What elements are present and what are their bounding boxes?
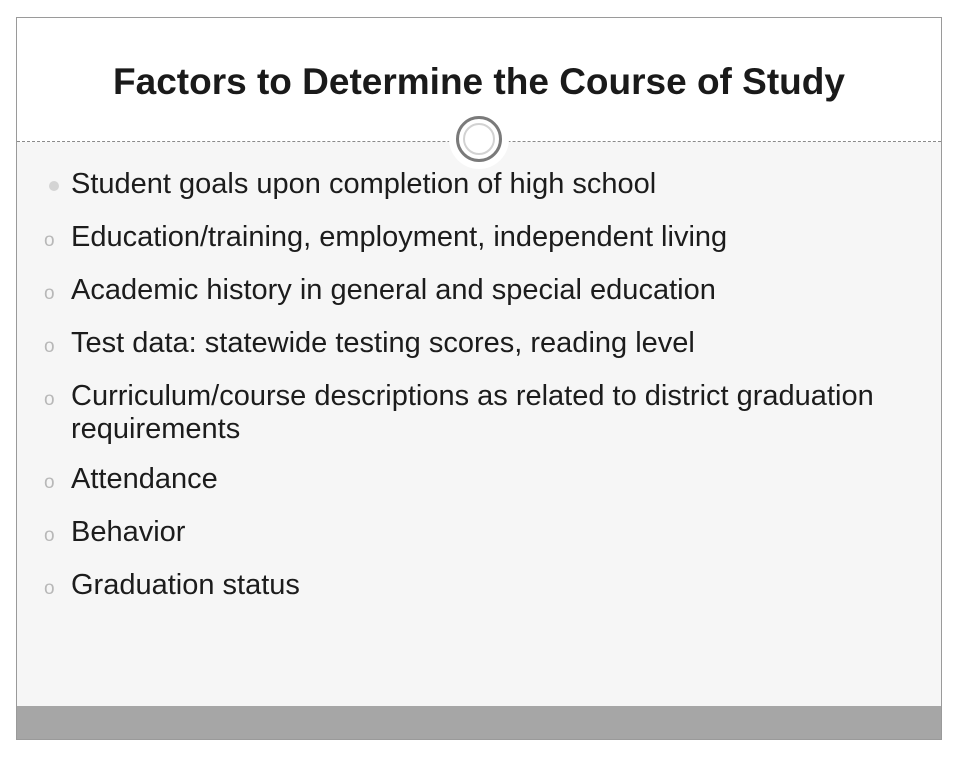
circle-ornament-icon — [449, 109, 509, 169]
bullet-text: Test data: statewide testing scores, reading level — [71, 327, 695, 359]
bullet-item-academic-history — [17, 274, 941, 307]
bullet-text: Attendance — [71, 463, 218, 495]
bullet-circle-icon: o — [44, 525, 55, 546]
bullet-disc-icon — [49, 181, 59, 191]
bullet-text: Curriculum/course descriptions as related to district graduation requirements — [71, 380, 874, 445]
bullet-item-behavior — [17, 516, 941, 549]
bullet-list — [17, 168, 941, 622]
bullet-circle-icon: o — [44, 283, 55, 304]
bullet-item-education-training — [17, 221, 941, 254]
bullet-item-graduation-status — [17, 569, 941, 602]
slide — [16, 17, 942, 740]
bullet-text: Education/training, employment, independent living — [71, 221, 728, 253]
bullet-item-test-data — [17, 327, 941, 360]
bullet-item-curriculum — [17, 380, 941, 446]
footer-bar — [17, 706, 941, 739]
bullet-circle-icon: o — [44, 230, 55, 251]
bullet-circle-icon: o — [44, 389, 55, 410]
bullet-text: Student goals upon completion of high school — [71, 168, 657, 200]
bullet-circle-icon: o — [44, 578, 55, 599]
bullet-text: Academic history in general and special education — [71, 274, 716, 306]
bullet-item-student-goals — [17, 168, 941, 201]
bullet-item-attendance — [17, 463, 941, 496]
bullet-circle-icon: o — [44, 336, 55, 357]
slide-title: Factors to Determine the Course of Study — [113, 61, 845, 102]
bullet-text: Graduation status — [71, 569, 300, 601]
bullet-circle-icon: o — [44, 472, 55, 493]
ornament-ring — [456, 116, 502, 162]
bullet-text: Behavior — [71, 516, 186, 548]
